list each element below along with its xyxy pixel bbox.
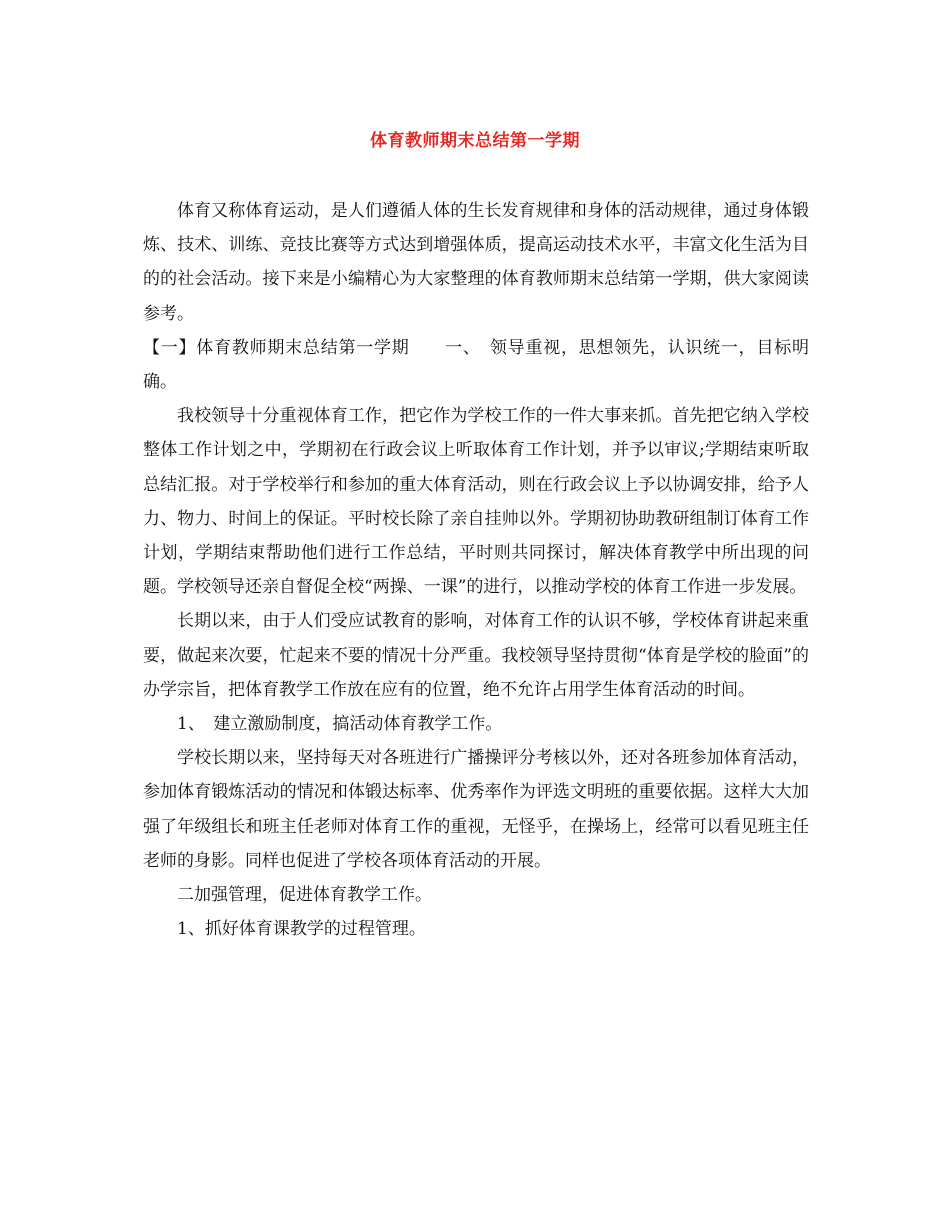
- document-body: [143, 194, 809, 946]
- paragraph-intro: 体育又称体育运动，是人们遵循人体的生长发育规律和身体的活动规律，通过身体锻炼、技术、训练、竞技比赛等方式达到增强体质，提高运动技术水平，丰富文化生活为目的的社会活动。接下来是小编精心为大家整理的体育教师期末总结第一学期，供大家阅读参考。: [143, 201, 809, 324]
- paragraph-process-heading: 1、抓好体育课教学的过程管理。: [177, 919, 426, 940]
- document-title: 体育教师期末总结第一学期: [370, 131, 580, 151]
- paragraph-leadership: 我校领导十分重视体育工作，把它作为学校工作的一件大事来抓。首先把它纳入学校整体工作计划之中，学期初在行政会议上听取体育工作计划，并予以审议;学期结束听取总结汇报。对于学校举行和参加的重大体育活动，则在行政会议上予以协调安排，给予人力、物力、时间上的保证。平时校长除了亲自挂帅以外。学期初协助教研组制订体育工作计划，学期结束帮助他们进行工作总结，平时则共同探讨，解决体育教学中所出现的问题。学校领导还亲自督促全校“两操、一课”的进行，以推动学校的体育工作进一步发展。: [143, 406, 809, 598]
- paragraph-long-term: 长期以来，由于人们受应试教育的影响，对体育工作的认识不够，学校体育讲起来重要，做起来次要，忙起来不要的情况十分严重。我校领导坚持贯彻“体育是学校的脸面”的办学宗旨，把体育教学工作放在应有的位置，绝不允许占用学生体育活动的时间。: [143, 611, 809, 700]
- paragraph-incentive: 学校长期以来，坚持每天对各班进行广播操评分考核以外，还对各班参加体育活动，参加体育锻炼活动的情况和体锻达标率、优秀率作为评选文明班的重要依据。这样大大加强了年级组长和班主任老师对体育工作的重视，无怪乎，在操场上，经常可以看见班主任老师的身影。同样也促进了学校各项体育活动的开展。: [143, 748, 809, 871]
- paragraph-section-heading: 【一】体育教师期末总结第一学期 一、 领导重视，思想领先，认识统一，目标明确。: [143, 337, 809, 393]
- paragraph-management-heading: 二加强管理，促进体育教学工作。: [177, 885, 432, 906]
- paragraph-incentive-heading: 1、 建立激励制度，搞活动体育教学工作。: [177, 714, 503, 735]
